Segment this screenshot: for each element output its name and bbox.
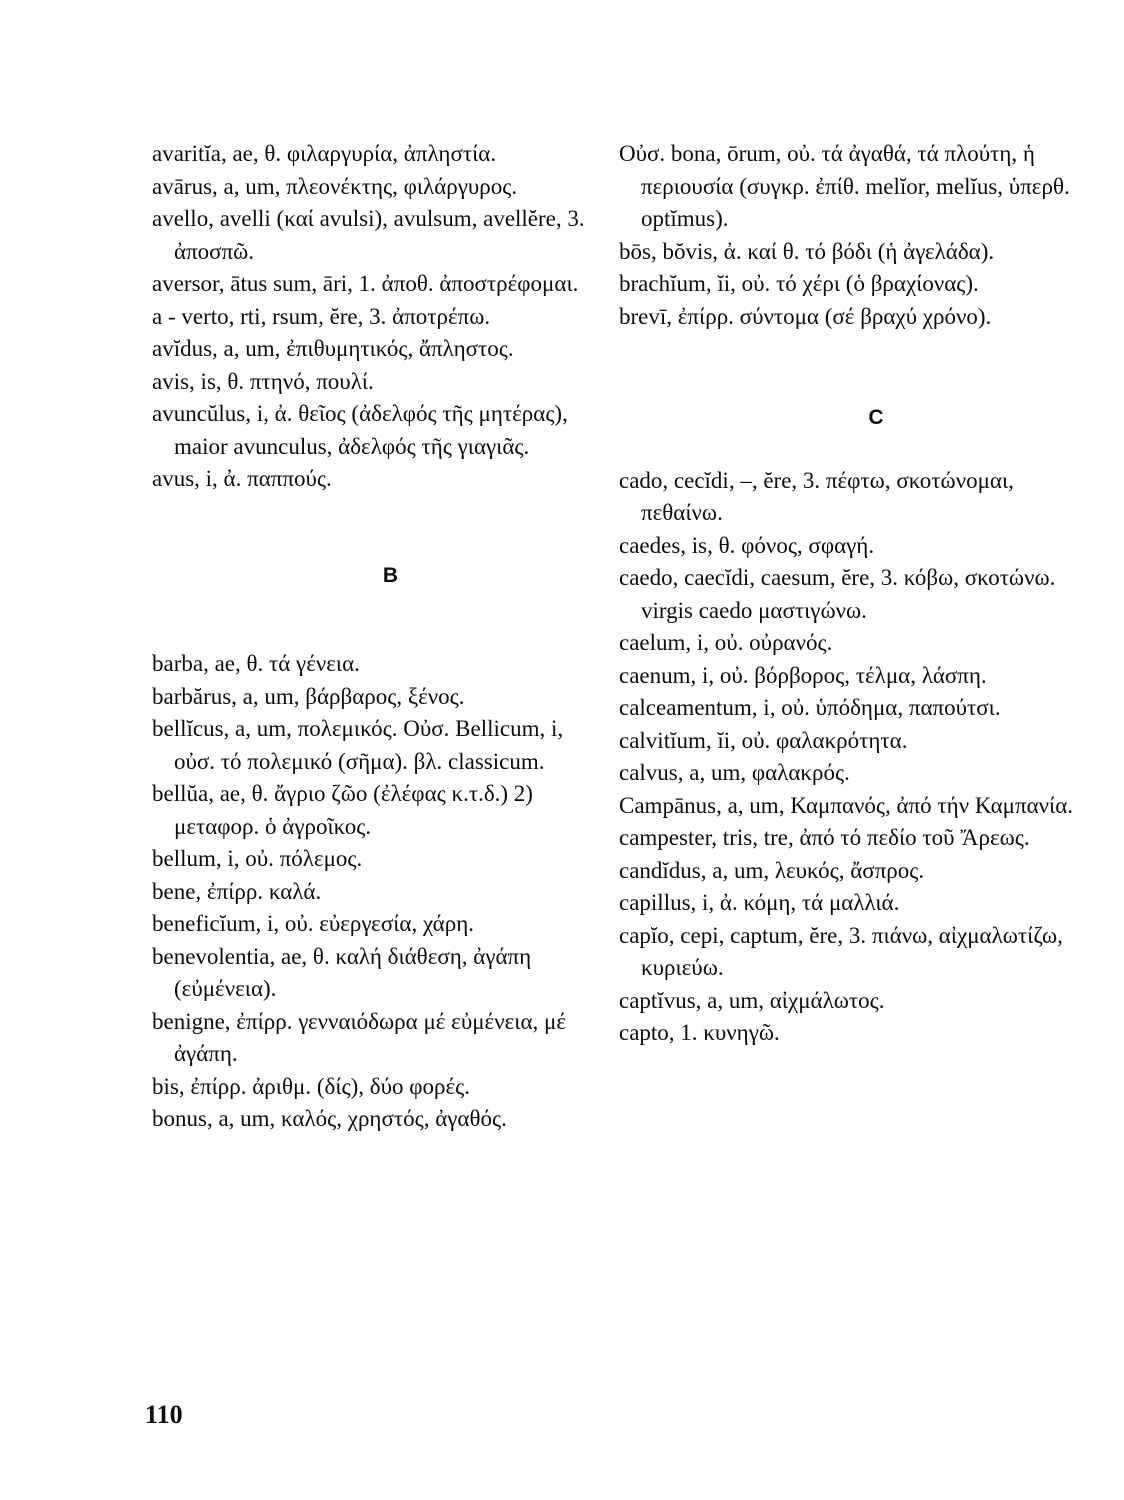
dictionary-entry: caedo, caecĭdi, caesum, ĕre, 3. κόβω, σκοτώνω. virgis caedo μαστιγώνω. [619, 565, 1056, 623]
section-heading-b: B [382, 563, 399, 587]
dictionary-entry: bellum, i, οὐ. πόλεμος. [152, 846, 363, 871]
dictionary-entry: aversor, ātus sum, āri, 1. ἀποθ. ἀποστρέφομαι. [152, 271, 579, 296]
dictionary-entry: calvus, a, um, φαλακρός. [619, 760, 850, 785]
dictionary-entry: barbărus, a, um, βάρβαρος, ξένος. [152, 683, 465, 709]
dictionary-entry: brachĭum, ĭi, οὐ. τό χέρι (ὁ βραχίονας). [619, 271, 979, 296]
dictionary-entry: bonus, a, um, καλός, χρηστός, ἀγαθός. [152, 1106, 507, 1131]
dictionary-entry: barba, ae, θ. τά γένεια. [152, 651, 360, 676]
dictionary-entry: campester, tris, tre, ἀπό τό πεδίο τοῦ Ἄρεως. [619, 825, 1030, 850]
dictionary-entry: avello, avelli (καί avulsi), avulsum, avellĕre, 3. ἀποσπῶ. [152, 206, 585, 264]
dictionary-entry: bene, ἐπίρρ. καλά. [152, 878, 322, 904]
dictionary-entry: avis, is, θ. πτηνό, πουλί. [152, 368, 374, 394]
dictionary-entry: bellĭcus, a, um, πολεμικός. Οὐσ. Bellicum, i, οὐσ. τό πολεμικό (σῆμα). βλ. classicum. [152, 716, 564, 774]
dictionary-entry: benevolentia, ae, θ. καλή διάθεση, ἀγάπη (εὐμένεια). [152, 943, 532, 1001]
dictionary-entry: bōs, bŏvis, ἀ. καί θ. τό βόδι (ἡ ἀγελάδα). [619, 238, 995, 264]
dictionary-entry: Οὐσ. bona, ōrum, οὐ. τά ἀγαθά, τά πλούτη, ἡ περιουσία (συγκρ. ἐπίθ. melĭor, melĭus, ὑπερθ. optĭmus). [619, 141, 1070, 231]
dictionary-entry: Campānus, a, um, Καμπανός, ἀπό τήν Καμπανία. [619, 792, 1074, 818]
dictionary-entry: caenum, i, οὐ. βόρβορος, τέλμα, λάσπη. [619, 662, 987, 688]
dictionary-entry: benigne, ἐπίρρ. γενναιόδωρα μέ εὐμένεια, μέ ἀγάπη. [152, 1008, 566, 1066]
section-heading-c: C [868, 406, 884, 429]
dictionary-entry: bis, ἐπίρρ. ἀριθμ. (δίς), δύο φορές. [152, 1073, 471, 1099]
dictionary-entry: candĭdus, a, um, λευκός, ἄσπρος. [619, 857, 925, 883]
dictionary-entry: calvitĭum, ĭi, οὐ. φαλακρότητα. [619, 727, 908, 753]
dictionary-entry: cado, cecĭdi, –, ĕre, 3. πέφτω, σκοτώνομαι, πεθαίνω. [619, 467, 1014, 525]
dictionary-entry: capto, 1. κυνηγῶ. [619, 1020, 780, 1045]
dictionary-entry: avĭdus, a, um, ἐπιθυμητικός, ἄπληστος. [152, 336, 514, 361]
dictionary-entry: avus, i, ἀ. παππούς. [152, 466, 332, 491]
dictionary-entry: caedes, is, θ. φόνος, σφαγή. [619, 532, 875, 558]
dictionary-entry: avaritĭa, ae, θ. φιλαργυρία, ἀπληστία. [152, 141, 497, 166]
dictionary-entry: avuncŭlus, i, ἀ. θεῖος (ἀδελφός τῆς μητέρας), maior avunculus, ἀδελφός τῆς γιαγιᾶς. [152, 401, 568, 459]
page-number: 110 [145, 1400, 183, 1429]
dictionary-entry: brevī, ἐπίρρ. σύντομα (σέ βραχύ χρόνο). [619, 303, 992, 329]
dictionary-entry: caelum, i, οὐ. οὐρανός. [619, 630, 833, 655]
dictionary-entry: captĭvus, a, um, αἰχμάλωτος. [619, 987, 885, 1013]
dictionary-entry: avārus, a, um, πλεονέκτης, φιλάργυρος. [152, 173, 518, 199]
right-column [619, 138, 1101, 1050]
dictionary-entry: a - verto, rti, rsum, ĕre, 3. ἀποτρέπω. [152, 303, 491, 329]
dictionary-entry: calceamentum, i, οὐ. ὑπόδημα, παπούτσι. [619, 695, 1001, 720]
left-column [152, 138, 597, 1136]
dictionary-entry: bellŭa, ae, θ. ἄγριο ζῶο (ἐλέφας κ.τ.δ.) 2) μεταφορ. ὁ ἀγροῖκος. [152, 781, 533, 839]
dictionary-entry: beneficĭum, i, οὐ. εὐεργεσία, χάρη. [152, 911, 474, 936]
dictionary-entry: capĭo, cepi, captum, ĕre, 3. πιάνω, αἰχμαλωτίζω, κυριεύω. [619, 922, 1063, 980]
dictionary-entry: capillus, i, ἀ. κόμη, τά μαλλιά. [619, 890, 900, 915]
